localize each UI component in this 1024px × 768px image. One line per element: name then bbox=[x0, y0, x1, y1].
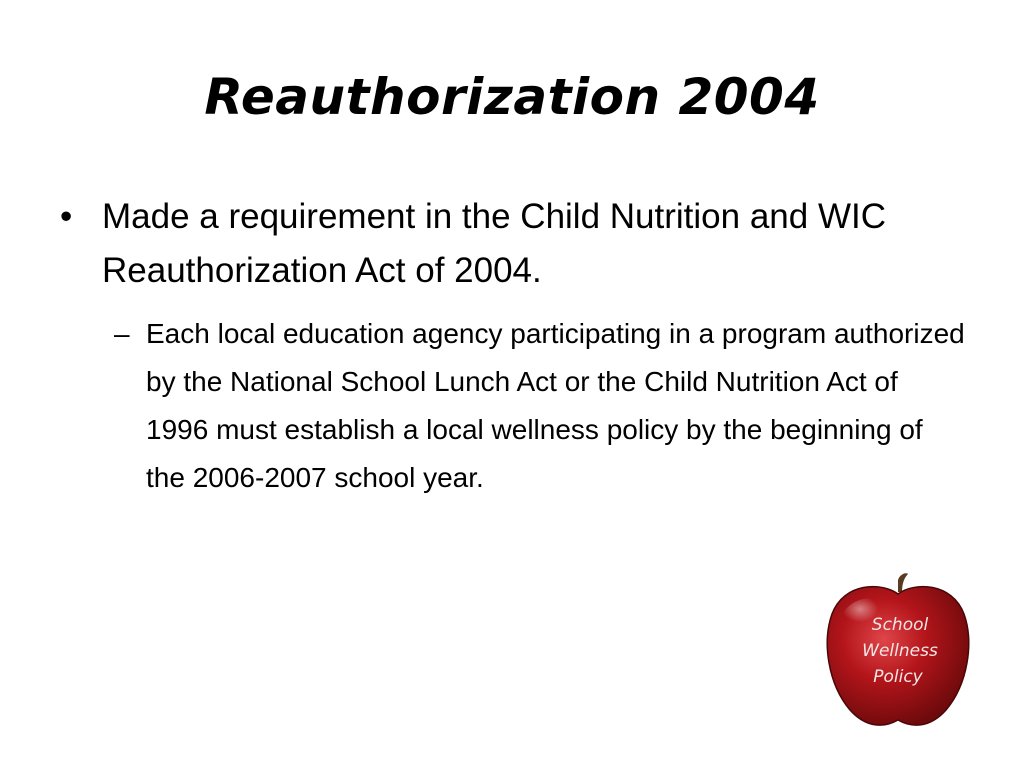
logo-line-3: Policy bbox=[873, 667, 923, 687]
bullet-item bbox=[60, 190, 990, 298]
slide-title: Reauthorization 2004 bbox=[204, 68, 820, 126]
logo-line-2: Wellness bbox=[862, 641, 938, 661]
sub-bullet-item bbox=[102, 310, 966, 502]
sub-bullet-marker: – bbox=[114, 318, 130, 349]
sub-bullet-text: Each local education agency participating in a program authorized by the National School Lunch Act or the Child Nutrition Act of 1996 must establish a local wellness policy by the beginning of the 2006-2007 school year. bbox=[146, 318, 965, 493]
bullet-marker: • bbox=[60, 197, 73, 236]
logo-line-1: School bbox=[871, 615, 929, 635]
bullet-text: Made a requirement in the Child Nutrition and WIC Reauthorization Act of 2004. bbox=[102, 197, 886, 290]
school-wellness-policy-apple-logo bbox=[822, 572, 974, 730]
bullet-list bbox=[60, 190, 990, 502]
